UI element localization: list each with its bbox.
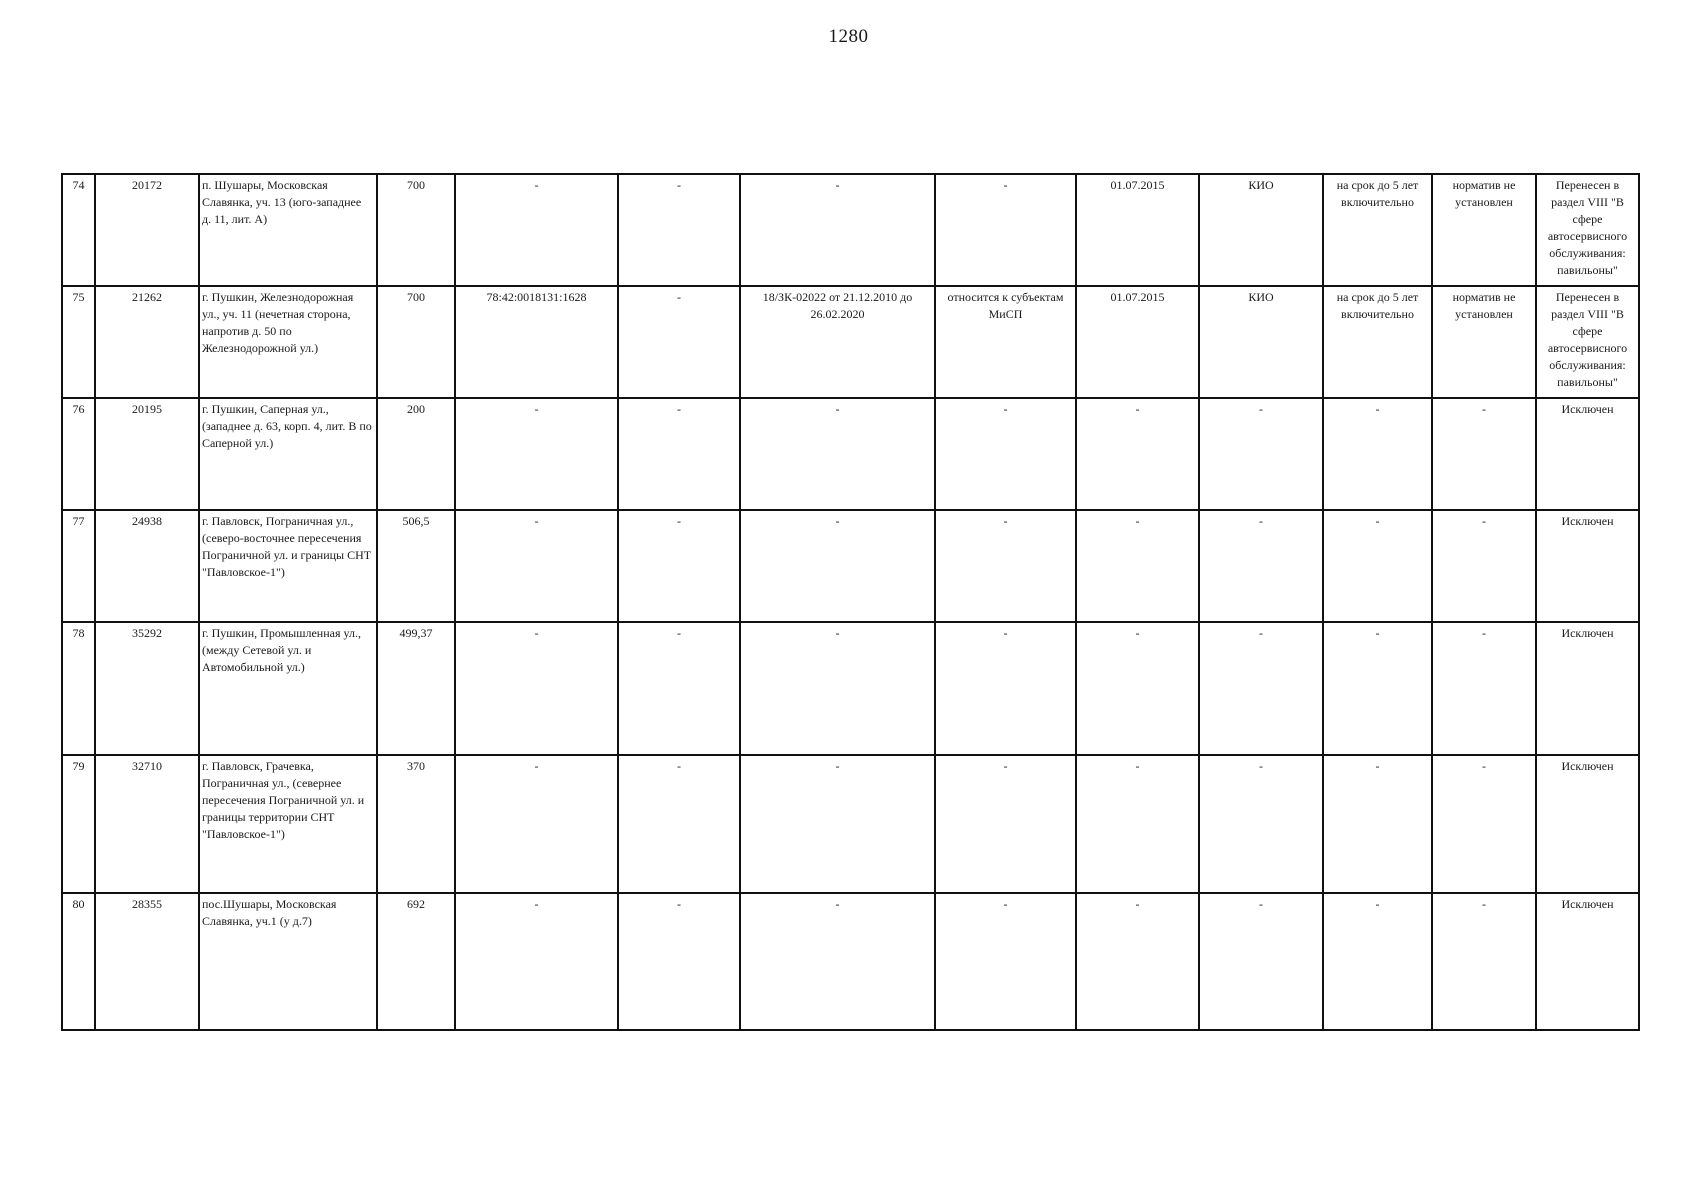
area: 692 <box>377 893 455 1030</box>
column-6: - <box>618 893 740 1030</box>
organization: - <box>1199 398 1323 510</box>
term: на срок до 5 лет включительно <box>1323 286 1432 398</box>
cadastral-number: - <box>455 893 618 1030</box>
object-id: 24938 <box>95 510 199 622</box>
smp-status: - <box>935 893 1076 1030</box>
norm: - <box>1432 510 1536 622</box>
cadastral-number: - <box>455 398 618 510</box>
address: г. Пушкин, Саперная ул., (западнее д. 63, корп. 4, лит. В по Саперной ул.) <box>199 398 377 510</box>
table-row <box>62 174 1639 286</box>
address: г. Павловск, Грачевка, Пограничная ул., (севернее пересечения Пограничной ул. и границы территории СНТ "Павловское-1") <box>199 755 377 893</box>
contract: - <box>740 174 935 286</box>
date: 01.07.2015 <box>1076 286 1199 398</box>
row-number: 77 <box>62 510 95 622</box>
contract: - <box>740 893 935 1030</box>
column-6: - <box>618 286 740 398</box>
organization: - <box>1199 622 1323 755</box>
row-number: 76 <box>62 398 95 510</box>
object-id: 28355 <box>95 893 199 1030</box>
column-6: - <box>618 755 740 893</box>
cadastral-number: - <box>455 510 618 622</box>
address: пос.Шушары, Московская Славянка, уч.1 (у д.7) <box>199 893 377 1030</box>
registry-table <box>61 173 1640 1031</box>
smp-status: - <box>935 174 1076 286</box>
area: 200 <box>377 398 455 510</box>
date: - <box>1076 398 1199 510</box>
smp-status: относится к субъектам МиСП <box>935 286 1076 398</box>
table-row <box>62 893 1639 1030</box>
date: - <box>1076 622 1199 755</box>
contract: - <box>740 622 935 755</box>
area: 506,5 <box>377 510 455 622</box>
date: - <box>1076 893 1199 1030</box>
date: - <box>1076 755 1199 893</box>
date: - <box>1076 510 1199 622</box>
object-id: 20172 <box>95 174 199 286</box>
organization: - <box>1199 510 1323 622</box>
cadastral-number: 78:42:0018131:1628 <box>455 286 618 398</box>
organization: КИО <box>1199 286 1323 398</box>
term: - <box>1323 510 1432 622</box>
norm: - <box>1432 398 1536 510</box>
note: Исключен <box>1536 893 1639 1030</box>
row-number: 74 <box>62 174 95 286</box>
note: Перенесен в раздел VIII "В сфере автосервисного обслуживания: павильоны" <box>1536 286 1639 398</box>
term: - <box>1323 893 1432 1030</box>
smp-status: - <box>935 398 1076 510</box>
address: г. Пушкин, Промышленная ул., (между Сетевой ул. и Автомобильной ул.) <box>199 622 377 755</box>
cadastral-number: - <box>455 755 618 893</box>
norm: - <box>1432 755 1536 893</box>
contract: 18/ЗК-02022 от 21.12.2010 до 26.02.2020 <box>740 286 935 398</box>
smp-status: - <box>935 755 1076 893</box>
contract: - <box>740 755 935 893</box>
norm: норматив не установлен <box>1432 174 1536 286</box>
table-row <box>62 755 1639 893</box>
column-6: - <box>618 174 740 286</box>
page-number: 1280 <box>828 26 869 47</box>
cadastral-number: - <box>455 174 618 286</box>
organization: - <box>1199 893 1323 1030</box>
area: 370 <box>377 755 455 893</box>
smp-status: - <box>935 622 1076 755</box>
area: 499,37 <box>377 622 455 755</box>
table-row <box>62 622 1639 755</box>
organization: - <box>1199 755 1323 893</box>
note: Исключен <box>1536 510 1639 622</box>
area: 700 <box>377 286 455 398</box>
row-number: 80 <box>62 893 95 1030</box>
object-id: 32710 <box>95 755 199 893</box>
table-row <box>62 398 1639 510</box>
note: Исключен <box>1536 398 1639 510</box>
organization: КИО <box>1199 174 1323 286</box>
term: на срок до 5 лет включительно <box>1323 174 1432 286</box>
contract: - <box>740 398 935 510</box>
term: - <box>1323 398 1432 510</box>
norm: - <box>1432 622 1536 755</box>
cadastral-number: - <box>455 622 618 755</box>
object-id: 20195 <box>95 398 199 510</box>
norm: норматив не установлен <box>1432 286 1536 398</box>
note: Перенесен в раздел VIII "В сфере автосервисного обслуживания: павильоны" <box>1536 174 1639 286</box>
object-id: 35292 <box>95 622 199 755</box>
table-row <box>62 286 1639 398</box>
area: 700 <box>377 174 455 286</box>
date: 01.07.2015 <box>1076 174 1199 286</box>
term: - <box>1323 755 1432 893</box>
column-6: - <box>618 510 740 622</box>
row-number: 78 <box>62 622 95 755</box>
norm: - <box>1432 893 1536 1030</box>
address: п. Шушары, Московская Славянка, уч. 13 (юго-западнее д. 11, лит. А) <box>199 174 377 286</box>
note: Исключен <box>1536 755 1639 893</box>
column-6: - <box>618 398 740 510</box>
row-number: 79 <box>62 755 95 893</box>
table-row <box>62 510 1639 622</box>
address: г. Пушкин, Железнодорожная ул., уч. 11 (нечетная сторона, напротив д. 50 по Железнодорожной ул.) <box>199 286 377 398</box>
contract: - <box>740 510 935 622</box>
term: - <box>1323 622 1432 755</box>
note: Исключен <box>1536 622 1639 755</box>
smp-status: - <box>935 510 1076 622</box>
column-6: - <box>618 622 740 755</box>
table-body <box>62 174 1639 1030</box>
row-number: 75 <box>62 286 95 398</box>
object-id: 21262 <box>95 286 199 398</box>
address: г. Павловск, Пограничная ул., (северо-восточнее пересечения Пограничной ул. и границы СНТ "Павловское-1") <box>199 510 377 622</box>
